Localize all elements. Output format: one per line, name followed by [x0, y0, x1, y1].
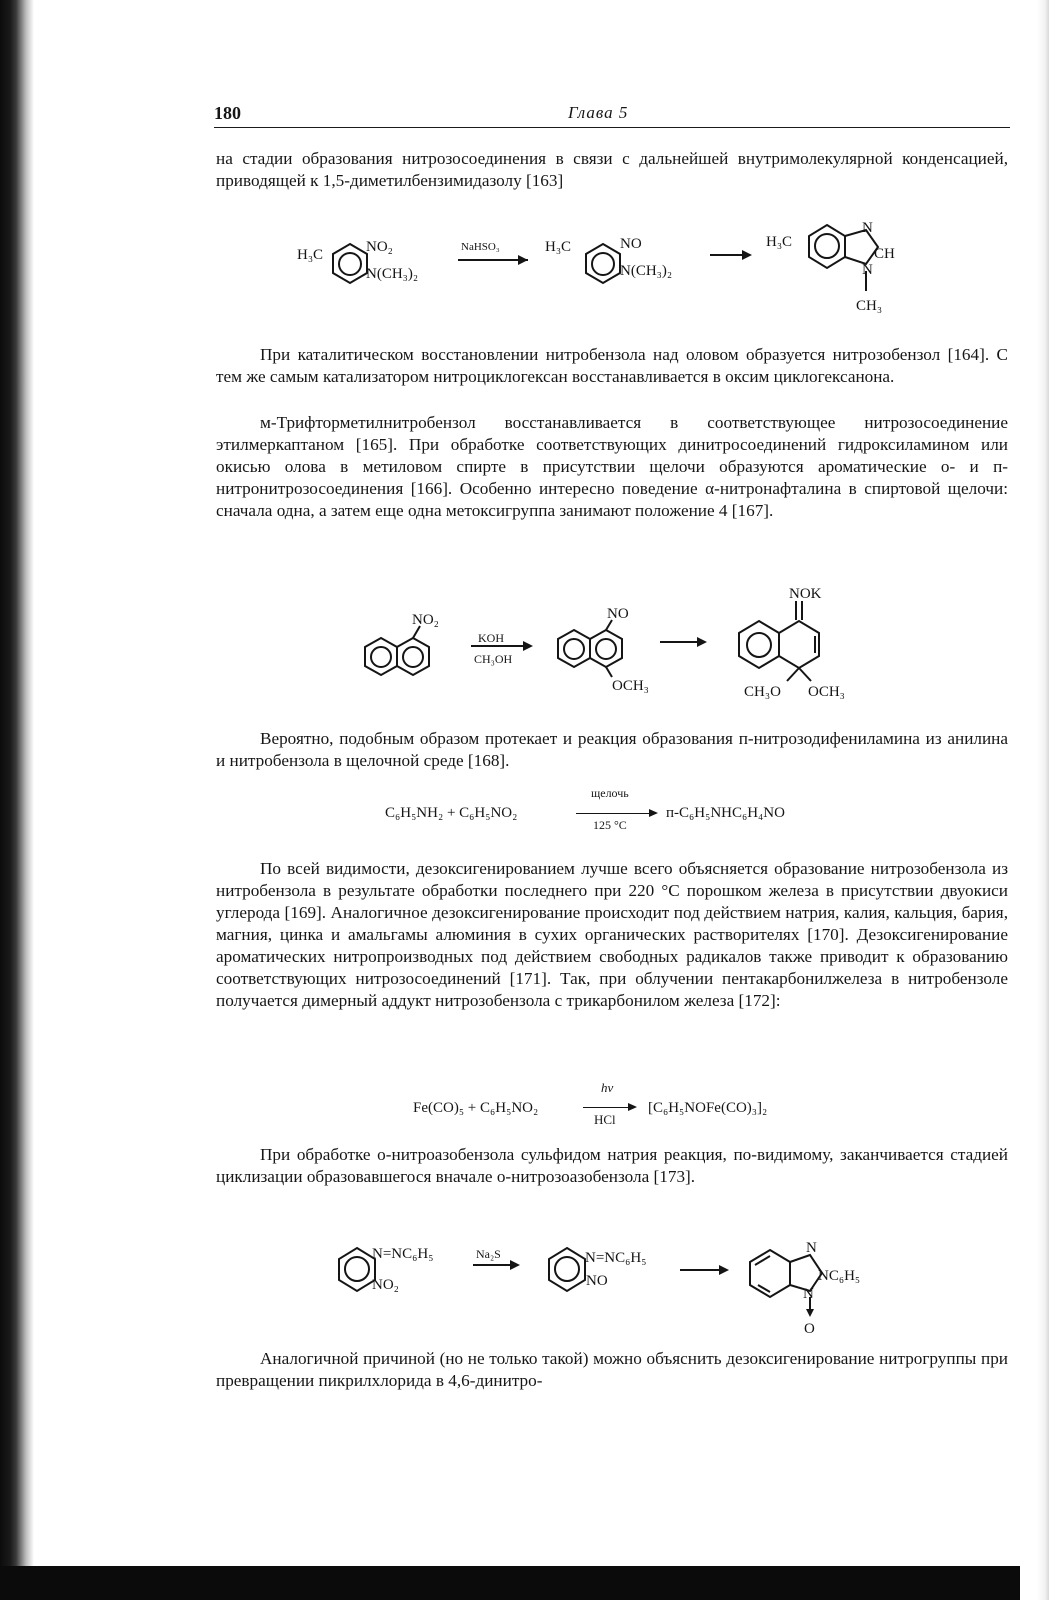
methoxy-label: OCH₃	[612, 678, 649, 694]
methyl-label-2: H₃C	[545, 239, 572, 255]
n-methyl-label: CH₃	[856, 298, 883, 314]
imidazole-ch: CH	[874, 246, 895, 262]
equation-1-left: C₆H₅NH₂ + C₆H₅NO₂	[385, 805, 518, 821]
paragraph-picryl-chloride: Аналогичной причиной (но не только такой) можно объяснить дезоксигенирование нитрогруппы при превращении пикрилхлорида в 4,6-динитро-	[216, 1349, 1008, 1390]
nitro-label: NO₂	[366, 239, 393, 255]
reagent-koh: KOH	[478, 631, 504, 645]
methoxy-label-3: OCH₃	[808, 684, 845, 700]
aromatic-circle-10	[555, 1257, 579, 1281]
triazole-n-bottom: N	[803, 1286, 814, 1302]
aromatic-circle-9	[345, 1257, 369, 1281]
chapter-title: Глава 5	[568, 103, 629, 122]
reagent-nahso3: NaHSO₃	[461, 241, 500, 253]
equation-1-right: п-C₆H₅NHC₆H₄NO	[666, 805, 785, 821]
equation-2-left: Fe(CO)₅ + C₆H₅NO₂	[413, 1100, 539, 1116]
paragraph-deoxygenation: По всей видимости, дезоксигенированием лучше всего объясняется образование нитрозобензола из нитробензола в результате обработки последнего при 220 °С порошком железа в присутствии двуокиси углерода [169]. Аналогичное дезоксигенирование происходит под действием натрия, калия, кальция, бария, магния, цинка и амальгамы алюминия в сухих органических растворителях [170]. Дезоксигенирование ароматических нитропроизводных под действием свободных радикалов также приводит к образованию соответствующих нитрозосоединений [171]. Так, при облучении пентакарбонилжелеза в нитробензоле получается димерный аддукт нитрозобензола с трикарбонилом железа [172]:	[216, 859, 1008, 1010]
paragraph-nitrosodiphenylamine: Вероятно, подобным образом протекает и реакция образования п-нитрозодифениламина из анилина и нитробензола в щелочной среде [168].	[216, 729, 1008, 770]
equation-2-condition-below: HCl	[594, 1112, 616, 1127]
paragraph-nitroso-compounds: м-Трифторметилнитробензол восстанавливается в соответствующее нитрозосоединение этилмеркаптаном [165]. При обработке соответствующих динитросоединений гидроксиламином или окисью олова в метиловом спирте в присутствии щелочи образуются ароматические о- и п-нитронитрозосоединения [166]. Особенно интересно поведение α-нитронафталина в спиртовой щелочи: сначала одна, а затем еще одна метоксигруппа занимают положение 4 [167].	[216, 413, 1008, 520]
nitroso-label: NO	[620, 236, 642, 252]
imidazole-n3: N	[862, 220, 873, 236]
imidazole-n1: N	[862, 262, 873, 278]
nitro-label-2: NO₂	[412, 612, 439, 628]
reagent-na2s: Na₂S	[476, 1247, 501, 1261]
paragraph-nitroazobenzene: При обработке о-нитроазобензола сульфидом натрия реакция, по-видимому, заканчивается стадией циклизации образовавшегося вначале о-нитрозоазобензола [173].	[216, 1145, 1008, 1186]
reagent-methanol: CH₃OH	[474, 652, 513, 666]
methyl-label-3: H₃C	[766, 234, 793, 250]
azo-label: N=NC₆H₅	[372, 1246, 434, 1262]
nitroso-label-2: NO	[607, 606, 629, 622]
equation-1-condition-above: щелочь	[591, 786, 629, 800]
page-number: 180	[214, 103, 241, 123]
equation-2-condition-above: hν	[601, 1080, 614, 1095]
nitroso-label-3: NO	[586, 1273, 608, 1289]
paragraph-catalytic-reduction: При каталитическом восстановлении нитробензола над оловом образуется нитрозобензол [164]. С тем же самым катализатором нитроциклогексан восстанавливается в оксим циклогексанона.	[216, 345, 1008, 386]
equation-1-condition-below: 125 °С	[593, 818, 627, 832]
nok-label: NOK	[789, 586, 822, 602]
dimethylamino-label-2: N(CH₃)₂	[620, 263, 673, 279]
methyl-label: H₃C	[297, 247, 324, 263]
equation-2-right: [C₆H₅NOFe(CO)₃]₂	[648, 1100, 768, 1116]
dimethylamino-label: N(CH₃)₂	[366, 266, 419, 282]
n-oxide-label: O	[804, 1321, 815, 1337]
azo-label-2: N=NC₆H₅	[585, 1250, 647, 1266]
paragraph-intro: на стадии образования нитрозосоединения в связи с дальнейшей внутримолекулярной конденсацией, приводящей к 1,5-диметилбензимидазолу [163]	[216, 149, 1008, 190]
methoxy-label-2: CH₃O	[744, 684, 781, 700]
nitro-label-3: NO₂	[372, 1277, 399, 1293]
triazole-n-top: N	[806, 1240, 817, 1256]
triazole-nc6h5: NC₆H₅	[818, 1268, 861, 1284]
